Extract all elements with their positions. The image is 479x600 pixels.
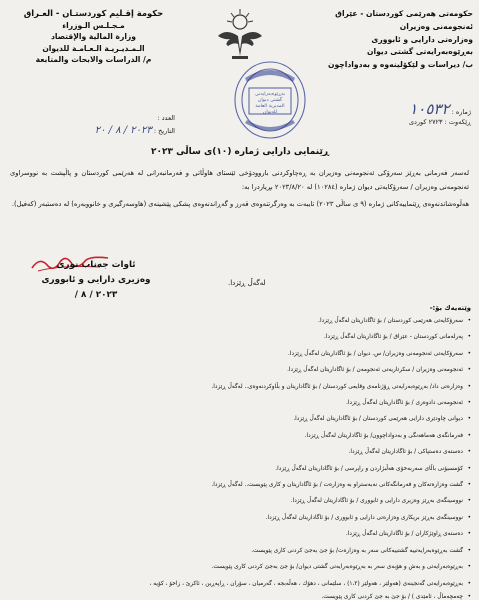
cc-item: • وەزارەتی داد/ بەڕێوەبەرایەتی ڕۆژنامەی وقایعی كوردستان / بۆ ئاگاداریتان و بڵاوكردنەوەی.. لەگەڵ ڕێزدا. (11, 379, 471, 395)
meta-arabic-number (60, 114, 175, 122)
official-stamp-icon (233, 60, 307, 140)
header-arabic-line: الـمـديـريـة الـعـامـة للديوان (42, 43, 145, 53)
body-paragraph: لەسەر فەرمانی بەڕێز سەرۆكی ئەنجومەنی وەزیران بە ڕەچاوكردنی باروودۆخی ئێستای هاوڵاتی و فەرمانبەرانی لە هەرێمی كوردستان و پاڵپشت بە نووسراوی ئەنجومەنی وەزیران / سەرۆكایەتی دیوان ژمارە (١٠٢٨٤) لە ٢٠٢٣/٨/٢٠ بڕیاردرا بە: (10, 169, 469, 191)
stamp-line: گشتی دیوان (257, 98, 283, 103)
stamp-line: للديوان (262, 110, 278, 115)
header-arabic-line: وزارة المالية والإقتصاد (50, 32, 137, 41)
cc-item: • فەرمانگەی هەماهەنگی و بەدواداچوون/ بۆ ئاگاداریتان لەگەڵ ڕێزدا. (11, 428, 471, 444)
kurdistan-emblem-icon (212, 6, 268, 62)
header-kurdish-line: ب/ دیراسات و لێكۆلینەوە و بەدواداچون (328, 60, 473, 70)
meta-arabic-date-label: التاريخ : (153, 127, 175, 135)
stamp-line: بەڕێوەبەرایەتی (255, 92, 285, 97)
cc-item: • گشت بەڕێوەبەرایەتییە گشتییەكانی سەر بە وەزارەت/ بۆ جێ بەجێ كردنی كاری پێویست. (11, 543, 471, 559)
cc-item: • سەرۆكایەتی هەرێمی كوردستان / بۆ ئاگاداریتان لەگەڵ ڕێزدا. (11, 313, 471, 329)
cc-item: • گشت وەزارەتەكان و فەرمانگەكانی نەبەستراو بە وەزارەت / بۆ ئاگاداریتان و كاری پێویست.. لەگەڵ ڕێزدا. (11, 477, 471, 493)
meta-kurdish-number-value: ١٠٥٣٢ (409, 100, 450, 118)
header-kurdish-line: بەڕێوەبەرایەتی گشتی دیوان (367, 47, 473, 57)
cc-item: • كۆمسیۆنی باڵای سەربەخۆی هەڵبژاردن و راپرسی / بۆ ئاگاداریتان لەگەڵ ڕێزدا. (11, 461, 471, 477)
meta-arabic-date (20, 125, 175, 136)
cc-item: • نووسینگەی بەڕێز وەزیری دارایی و ئابووری / بۆ ئاگاداریتان لەگەڵ ڕێزدا. (11, 493, 471, 509)
header-kurdish-line: وەزارەتی دارایی و ئابووری (371, 34, 473, 44)
cc-item: • دەستەی ڕاوێژكاران / بۆ ئاگاداریتان لەگەڵ ڕێزدا. (11, 526, 471, 542)
header-arabic-line: حكومة إقـليم كوردستـان - العـراق (23, 8, 164, 18)
cc-list (11, 313, 471, 600)
signatory-title: وەزیری دارایی و ئابووری (41, 275, 151, 285)
document-title: ڕێنمایی دارایی ژمارە (١٠)ی ساڵی ٢٠٢٣ (150, 147, 329, 157)
cc-heading: وێنەیەك بۆ:- (429, 304, 471, 312)
signature-block (16, 258, 176, 302)
signature-date: ٢٠٢٣ / ٨ / (74, 290, 118, 300)
header-arabic-line: م/ الدراسات والابحاث والمتابعة (35, 55, 152, 64)
header-kurdish-line: حكومەتی هەرێمی كوردستان - عێراق (335, 9, 473, 18)
cc-item: • ئەنجومەنی دادوەری / بۆ ئاگاداریتان لەگەڵ ڕێزدا. (11, 395, 471, 411)
body-paragraph: هەڵوەشاندنەوەی ڕێنماییەكانی ژمارە (٩ ی ساڵی ٢٠٢٣) تایبەت بە وەرگرتنەوەی قەرز و گەڕاندنەوەی پشكی پێشینەی (هاوسەرگیری و خانووبەرە) لە دەستبەر (كەفیل). (11, 200, 469, 209)
header-kurdish (288, 8, 473, 72)
meta-kurdish-date-value: ٢٧٢٣ كوردی (408, 118, 443, 126)
cc-item: • ئەنجومەنی وەزیران / سكرتاریەتی ئەنجومەن / بۆ ئاگاداریتان لەگەڵ ڕێزدا. (11, 362, 471, 378)
cc-item: • بەڕێوەبەرایەتی و بەش و هۆبەی سەر بە بەڕێوەبەرایەتی گشتی دیوان/ بۆ جێ بەجێ كردنی كاری پێویست. (11, 559, 471, 575)
header-kurdish-line: ئەنجومەنی وەزیران (399, 21, 473, 31)
cc-item: • پەرلەمانی كوردستان - عێراق / بۆ ئاگاداریتان لەگەڵ ڕێزدا. (11, 329, 471, 345)
cc-item: • بەڕێوەبەرایەتی گەنجینەی (هەولێر ، هەولێر (١،٢) ، سلێمانی ، دهۆك ، هەڵەبجە ، گەرمیان ، سۆران ، ڕاپەڕین ، ئاكرێ ، زاخۆ ، كۆیە ، (11, 576, 471, 592)
cc-item: • سەرۆكایەتی ئەنجومەنی وەزیران/ س. دیوان / بۆ ئاگاداریتان لەگەڵ ڕێزدا. (11, 346, 471, 362)
meta-kurdish-date (321, 118, 471, 126)
meta-kurdish-number-label: ژمارە : (451, 108, 471, 116)
header-arabic (6, 8, 181, 66)
greeting: لەگەڵ ڕێزدا. (228, 279, 266, 287)
meta-kurdish-number (321, 100, 471, 118)
signatory-name: ئاوات جەناب نوری (56, 260, 136, 270)
meta-arabic-date-value: ٢٠٢٣ / ٨ / ٢٠ (94, 125, 152, 136)
header-arabic-line: مـجـلـس الـوزراء (62, 20, 125, 30)
document-body (10, 167, 469, 212)
stamp-line: المديرية العامة (255, 104, 285, 109)
cc-item: • دەستەی دەستپاكی / بۆ ئاگاداریتان لەگەڵ ڕێزدا. (11, 444, 471, 460)
cc-item: • دیوانی چاودێری دارایی هەرێمی كوردستان / بۆ ئاگاداریتان لەگەڵ ڕێزدا. (11, 411, 471, 427)
meta-kurdish-date-label: ڕێكەوت : (444, 118, 471, 126)
cc-item-continued: • چەمچەماڵ ، ئامێدی ) / بۆ جێ بە جێ كردنی كاری پێویست. (11, 592, 471, 600)
meta-arabic-number-label: العدد : (157, 114, 175, 122)
cc-item: • نووسینگەی بەڕێز بریكاری وەزارەتی دارایی و ئابووری / بۆ ئاگاداریتان لەگەڵ ڕێزدا. (11, 510, 471, 526)
